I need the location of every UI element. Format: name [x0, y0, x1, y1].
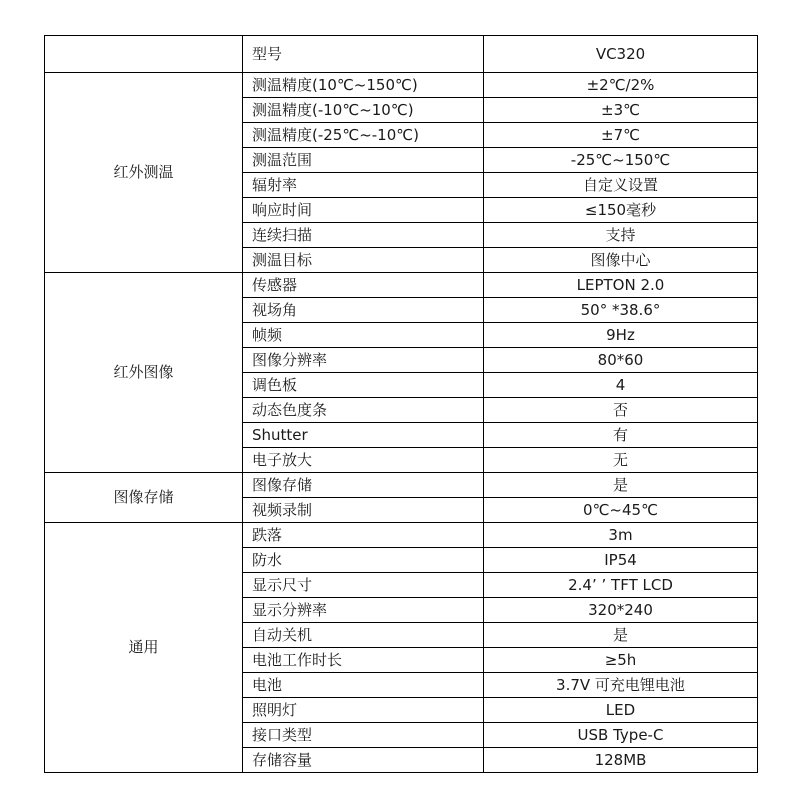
param-name: 显示尺寸	[243, 573, 484, 598]
param-value: 4	[484, 373, 758, 398]
param-value: 3m	[484, 523, 758, 548]
param-name: 视场角	[243, 298, 484, 323]
param-value: LED	[484, 698, 758, 723]
spec-table	[44, 35, 758, 773]
param-name: 电池工作时长	[243, 648, 484, 673]
param-value: ±7℃	[484, 123, 758, 148]
param-value: ±3℃	[484, 98, 758, 123]
table-row	[45, 73, 758, 98]
param-value: USB Type-C	[484, 723, 758, 748]
param-name: 显示分辨率	[243, 598, 484, 623]
table-row	[45, 473, 758, 498]
param-value: 是	[484, 623, 758, 648]
param-value: 2.4’ ’ TFT LCD	[484, 573, 758, 598]
param-name: 动态色度条	[243, 398, 484, 423]
header-row	[45, 36, 758, 73]
header-model-value: VC320	[484, 36, 758, 73]
param-name: 测温精度(10℃~150℃)	[243, 73, 484, 98]
param-name: 帧频	[243, 323, 484, 348]
param-value: 0℃~45℃	[484, 498, 758, 523]
param-value: 图像中心	[484, 248, 758, 273]
param-name: 视频录制	[243, 498, 484, 523]
param-name: 跌落	[243, 523, 484, 548]
param-value: IP54	[484, 548, 758, 573]
param-value: 128MB	[484, 748, 758, 773]
param-name: 连续扫描	[243, 223, 484, 248]
param-value: 80*60	[484, 348, 758, 373]
param-name: 防水	[243, 548, 484, 573]
param-value: 无	[484, 448, 758, 473]
group-label: 红外测温	[45, 73, 243, 273]
param-value: ≥5h	[484, 648, 758, 673]
group-label: 图像存储	[45, 473, 243, 523]
param-name: 存储容量	[243, 748, 484, 773]
param-name: 测温精度(-25℃~-10℃)	[243, 123, 484, 148]
param-name: 测温精度(-10℃~10℃)	[243, 98, 484, 123]
param-value: 9Hz	[484, 323, 758, 348]
param-value: 支持	[484, 223, 758, 248]
param-value: -25℃~150℃	[484, 148, 758, 173]
param-name: Shutter	[243, 423, 484, 448]
param-value: 320*240	[484, 598, 758, 623]
param-value: 有	[484, 423, 758, 448]
param-value: 3.7V 可充电锂电池	[484, 673, 758, 698]
header-model-label: 型号	[243, 36, 484, 73]
param-name: 接口类型	[243, 723, 484, 748]
param-name: 图像分辨率	[243, 348, 484, 373]
param-value: ≤150毫秒	[484, 198, 758, 223]
table-row	[45, 273, 758, 298]
param-name: 电子放大	[243, 448, 484, 473]
param-name: 照明灯	[243, 698, 484, 723]
param-name: 图像存储	[243, 473, 484, 498]
param-value: 50° *38.6°	[484, 298, 758, 323]
param-name: 自动关机	[243, 623, 484, 648]
header-empty-cell	[45, 36, 243, 73]
table-row	[45, 523, 758, 548]
param-value: 自定义设置	[484, 173, 758, 198]
param-name: 辐射率	[243, 173, 484, 198]
param-name: 传感器	[243, 273, 484, 298]
param-value: 否	[484, 398, 758, 423]
param-value: 是	[484, 473, 758, 498]
param-name: 响应时间	[243, 198, 484, 223]
param-name: 调色板	[243, 373, 484, 398]
param-name: 电池	[243, 673, 484, 698]
group-label: 红外图像	[45, 273, 243, 473]
param-name: 测温范围	[243, 148, 484, 173]
param-value: LEPTON 2.0	[484, 273, 758, 298]
param-name: 测温目标	[243, 248, 484, 273]
group-label: 通用	[45, 523, 243, 773]
param-value: ±2℃/2%	[484, 73, 758, 98]
